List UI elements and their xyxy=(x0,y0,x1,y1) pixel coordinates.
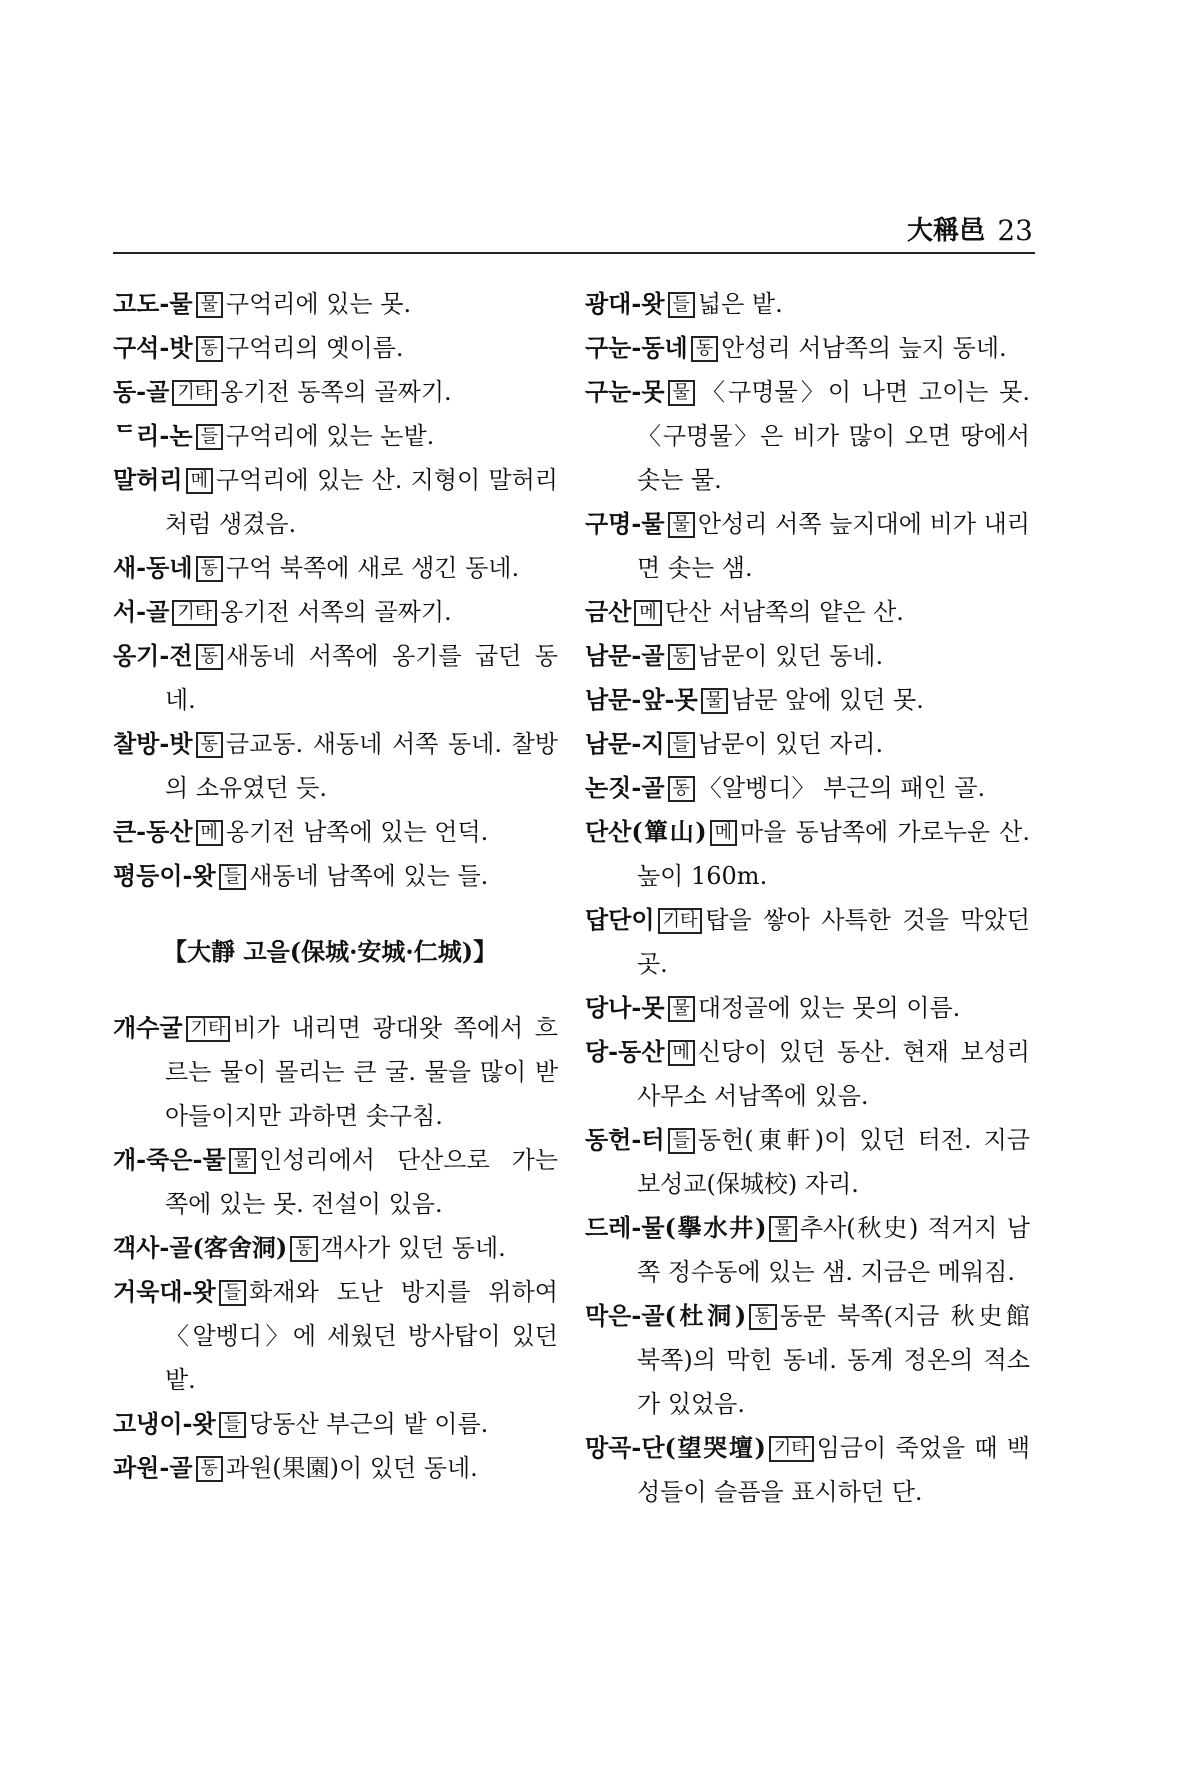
entry-category-tag: 동 xyxy=(290,1236,317,1262)
entry-category-tag: 동 xyxy=(668,776,695,802)
dictionary-entry xyxy=(585,722,1030,766)
left-column xyxy=(113,282,558,1490)
entry-headword: 남문-지 xyxy=(585,729,665,758)
entry-headword: 과원-골 xyxy=(113,1453,193,1482)
entry-definition: 옹기전 동쪽의 골짜기. xyxy=(220,378,452,406)
dictionary-entry xyxy=(113,590,558,634)
entry-category-tag: 동 xyxy=(691,336,718,362)
entry-headword: 단산(簞山) xyxy=(585,817,707,846)
entry-category-tag: 물 xyxy=(229,1148,256,1174)
dictionary-entry xyxy=(113,1446,558,1490)
dictionary-entry xyxy=(585,1118,1030,1206)
entry-definition: 금교동. 새동네 서쪽 동네. 찰방의 소유였던 듯. xyxy=(165,730,558,802)
entry-category-tag: 들 xyxy=(196,424,223,450)
entry-category-tag: 동 xyxy=(196,556,223,582)
entry-category-tag: 메 xyxy=(710,820,737,846)
dictionary-entry xyxy=(585,590,1030,634)
entry-definition: 비가 내리면 광대왓 쪽에서 흐르는 물이 몰리는 큰 굴. 물을 많이 받아들이지만 과하면 솟구침. xyxy=(165,1014,558,1130)
entry-definition: 구억 북쪽에 새로 생긴 동네. xyxy=(225,554,520,582)
entry-definition: 신당이 있던 동산. 현재 보성리 사무소 서남쪽에 있음. xyxy=(637,1038,1030,1110)
entry-category-tag: 메 xyxy=(668,1040,695,1066)
entry-category-tag: 메 xyxy=(186,468,213,494)
entry-headword: 구명-물 xyxy=(585,509,665,538)
entry-category-tag: 들 xyxy=(668,1128,695,1154)
entry-definition: 구억리에 있는 못. xyxy=(225,290,412,318)
dictionary-entry xyxy=(585,1294,1030,1426)
dictionary-entry xyxy=(585,282,1030,326)
entry-definition: 마을 동남쪽에 가로누운 산. 높이 160m. xyxy=(637,818,1030,890)
entry-definition: 단산 서남쪽의 얕은 산. xyxy=(664,598,904,626)
entry-definition: 안성리 서남쪽의 늪지 동네. xyxy=(721,334,1007,362)
dictionary-entry xyxy=(113,1270,558,1402)
entry-headword: 찰방-밧 xyxy=(113,729,193,758)
entry-headword: 서-골 xyxy=(113,597,170,626)
entry-definition: 객사가 있던 동네. xyxy=(320,1234,506,1262)
entry-definition: 당동산 부근의 밭 이름. xyxy=(249,1410,489,1438)
entry-definition: 구억리에 있는 논밭. xyxy=(225,422,435,450)
entry-definition: 화재와 도난 방지를 위하여 〈알벵디〉에 세웠던 방사탑이 있던 밭. xyxy=(165,1278,558,1394)
entry-headword: 망곡-단(望哭壇) xyxy=(585,1433,766,1462)
entry-category-tag: 들 xyxy=(219,864,246,890)
dictionary-entry xyxy=(585,898,1030,986)
entry-definition: 새동네 서쪽에 옹기를 굽던 동네. xyxy=(165,642,558,714)
entry-category-tag: 들 xyxy=(219,1412,246,1438)
entry-headword: 논짓-골 xyxy=(585,773,665,802)
entry-headword: 구석-밧 xyxy=(113,333,193,362)
entry-headword: 객사-골(客舍洞) xyxy=(113,1233,288,1262)
right-column xyxy=(585,282,1030,1514)
entry-category-tag: 동 xyxy=(668,644,695,670)
dictionary-entry xyxy=(113,414,558,458)
entry-headword: 고도-물 xyxy=(113,289,193,318)
entry-category-tag: 물 xyxy=(769,1216,796,1242)
entry-definition: 과원(果園)이 있던 동네. xyxy=(225,1454,478,1482)
dictionary-entry xyxy=(585,370,1030,502)
entry-headword: 남문-앞-못 xyxy=(585,685,698,714)
entry-definition: 〈구명물〉이 나면 고이는 못. 〈구명물〉은 비가 많이 오면 땅에서 솟는 물. xyxy=(637,378,1030,494)
entry-headword: 당-동산 xyxy=(585,1037,665,1066)
entry-category-tag: 동 xyxy=(196,336,223,362)
dictionary-entry xyxy=(113,722,558,810)
entry-headword: 새-동네 xyxy=(113,553,193,582)
entry-headword: 말허리 xyxy=(113,465,183,494)
dictionary-entry xyxy=(585,326,1030,370)
dictionary-entry xyxy=(585,986,1030,1030)
entry-headword: 남문-골 xyxy=(585,641,665,670)
entry-category-tag: 기타 xyxy=(186,1016,231,1042)
entry-definition: 옹기전 서쪽의 골짜기. xyxy=(220,598,452,626)
dictionary-entry xyxy=(113,1226,558,1270)
entry-category-tag: 메 xyxy=(634,600,661,626)
dictionary-entry xyxy=(585,678,1030,722)
entry-definition: 안성리 서쪽 늪지대에 비가 내리면 솟는 샘. xyxy=(637,510,1030,582)
entry-category-tag: 들 xyxy=(668,732,695,758)
entry-definition: 임금이 죽었을 때 백성들이 슬픔을 표시하던 단. xyxy=(637,1434,1030,1506)
dictionary-entry xyxy=(113,1138,558,1226)
dictionary-entry xyxy=(113,634,558,722)
entry-headword: 막은-골(杜洞) xyxy=(585,1301,747,1330)
entry-headword: ᄃ리-논 xyxy=(113,421,193,450)
dictionary-entry xyxy=(113,458,558,546)
entry-category-tag: 물 xyxy=(668,380,695,406)
entry-headword: 옹기-전 xyxy=(113,641,193,670)
entry-category-tag: 물 xyxy=(701,688,728,714)
entry-category-tag: 들 xyxy=(219,1280,246,1306)
entry-definition: 대정골에 있는 못의 이름. xyxy=(697,994,961,1022)
entry-headword: 고냉이-왓 xyxy=(113,1409,216,1438)
entry-category-tag: 물 xyxy=(196,292,223,318)
dictionary-entry xyxy=(585,1206,1030,1294)
dictionary-entry xyxy=(585,1426,1030,1514)
entry-definition: 남문이 있던 자리. xyxy=(697,730,884,758)
entry-category-tag: 물 xyxy=(668,996,695,1022)
entry-category-tag: 동 xyxy=(196,732,223,758)
entry-headword: 구눈-못 xyxy=(585,377,665,406)
dictionary-entry xyxy=(113,854,558,898)
entry-headword: 드레-물(擧水井) xyxy=(585,1213,767,1242)
entry-category-tag: 기타 xyxy=(769,1436,814,1462)
dictionary-entry xyxy=(585,502,1030,590)
dictionary-entry xyxy=(113,546,558,590)
entry-headword: 평등이-왓 xyxy=(113,861,216,890)
entry-headword: 답단이 xyxy=(585,905,655,934)
entry-definition: 구억리에 있는 산. 지형이 말허리처럼 생겼음. xyxy=(165,466,558,538)
dictionary-entry xyxy=(113,370,558,414)
running-title: 大稱邑 xyxy=(906,216,985,246)
entry-definition: 넓은 밭. xyxy=(697,290,783,318)
page-number: 23 xyxy=(997,214,1033,247)
entry-headword: 개-죽은-물 xyxy=(113,1145,226,1174)
entry-headword: 동헌-터 xyxy=(585,1125,665,1154)
page-header xyxy=(113,212,1035,254)
entry-definition: 새동네 남쪽에 있는 들. xyxy=(249,862,489,890)
entry-definition: 옹기전 남쪽에 있는 언덕. xyxy=(225,818,489,846)
entry-definition: 구억리의 옛이름. xyxy=(225,334,404,362)
dictionary-entry xyxy=(113,1006,558,1138)
dictionary-entry xyxy=(113,326,558,370)
entry-category-tag: 물 xyxy=(668,512,695,538)
entry-definition: 남문이 있던 동네. xyxy=(697,642,884,670)
entry-headword: 개수굴 xyxy=(113,1013,183,1042)
section-title: 【大靜 고을(保城·安城·仁城)】 xyxy=(163,937,498,966)
entry-category-tag: 기타 xyxy=(172,600,217,626)
entry-category-tag: 동 xyxy=(749,1304,776,1330)
dictionary-entry xyxy=(113,810,558,854)
entry-category-tag: 메 xyxy=(196,820,223,846)
dictionary-entry xyxy=(113,1402,558,1446)
entry-category-tag: 기타 xyxy=(658,908,703,934)
dictionary-entry xyxy=(585,810,1030,898)
entry-category-tag: 동 xyxy=(196,644,223,670)
entry-category-tag: 기타 xyxy=(172,380,217,406)
entry-definition: 남문 앞에 있던 못. xyxy=(731,686,924,714)
entry-headword: 당나-못 xyxy=(585,993,665,1022)
dictionary-entry xyxy=(113,282,558,326)
dictionary-entry xyxy=(585,766,1030,810)
entry-headword: 금산 xyxy=(585,597,632,626)
entry-definition: 추사(秋史) 적거지 남쪽 정수동에 있는 샘. 지금은 메워짐. xyxy=(637,1214,1030,1286)
entry-category-tag: 들 xyxy=(668,292,695,318)
dictionary-entry xyxy=(585,634,1030,678)
entry-definition: 동문 북쪽(지금 秋史館 북쪽)의 막힌 동네. 동계 정온의 적소가 있었음. xyxy=(637,1302,1030,1418)
entry-headword: 큰-동산 xyxy=(113,817,193,846)
dictionary-entry xyxy=(585,1030,1030,1118)
entry-headword: 거욱대-왓 xyxy=(113,1277,216,1306)
entry-definition: 동헌(東軒)이 있던 터전. 지금 보성교(保城校) 자리. xyxy=(637,1126,1030,1198)
entry-definition: 인성리에서 단산으로 가는 쪽에 있는 못. 전설이 있음. xyxy=(165,1146,558,1218)
entry-category-tag: 동 xyxy=(196,1456,223,1482)
entry-headword: 구눈-동네 xyxy=(585,333,688,362)
entry-headword: 광대-왓 xyxy=(585,289,665,318)
entry-definition: 〈알벵디〉 부근의 패인 골. xyxy=(697,774,986,802)
entry-definition: 탑을 쌓아 사특한 것을 막았던 곳. xyxy=(637,906,1030,978)
entry-headword: 동-골 xyxy=(113,377,170,406)
